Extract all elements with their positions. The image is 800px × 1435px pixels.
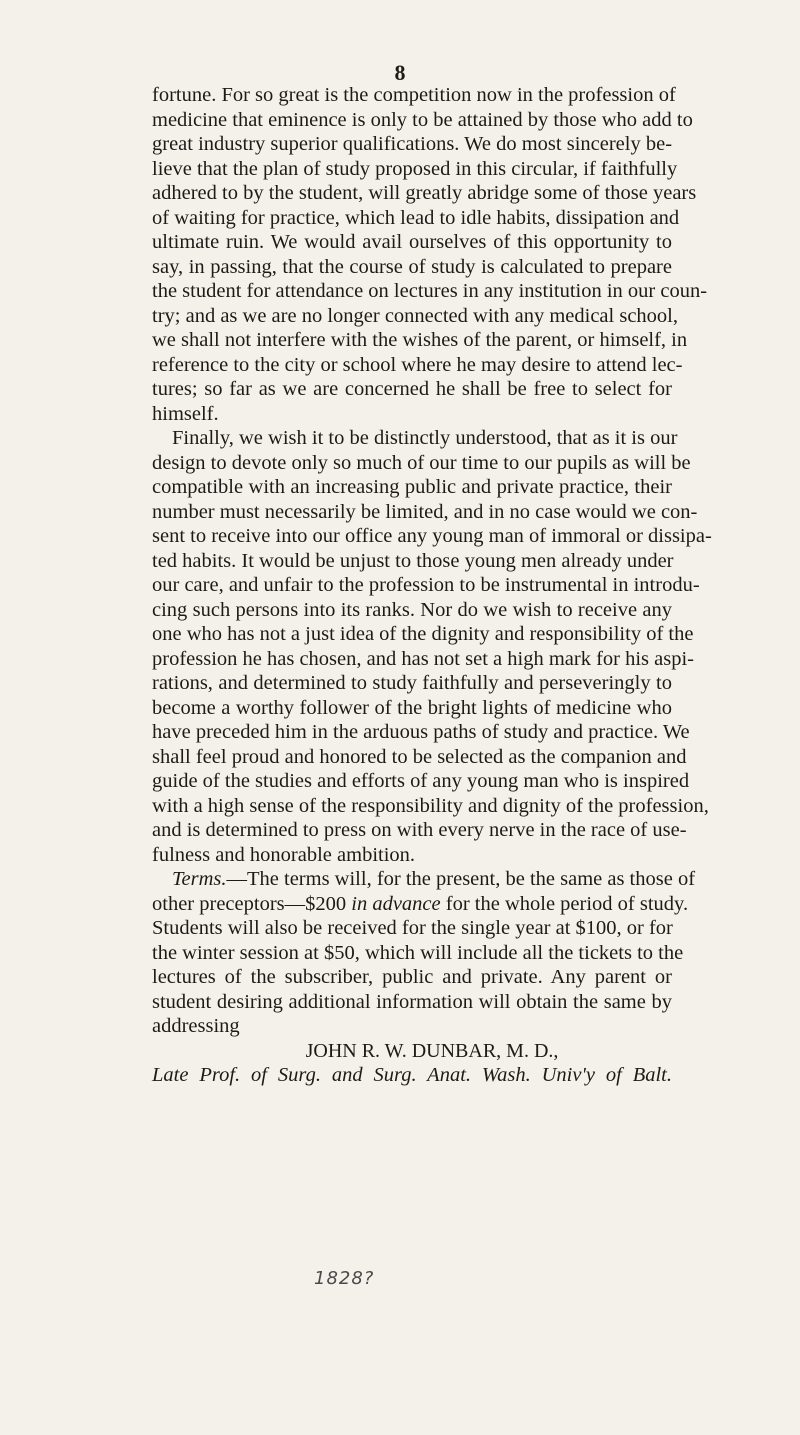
text-line: lectures of the subscriber, public and private. Any parent or — [152, 966, 672, 988]
text-line: and is determined to press on with every nerve in the race of use- — [152, 819, 687, 841]
text-line: shall feel proud and honored to be selected as the companion and — [152, 745, 687, 768]
text-line: become a worthy follower of the bright lights of medicine who — [152, 696, 672, 719]
terms-text: for the whole period of study. — [440, 892, 689, 915]
terms-label: Terms. — [172, 868, 227, 890]
text-line: addressing — [152, 1015, 240, 1037]
terms-emphasis: in advance — [351, 892, 441, 915]
text-line: student desiring additional information will obtain the same by — [152, 990, 672, 1013]
text-line: cing such persons into its ranks. Nor do we wish to receive any — [152, 598, 672, 621]
text-line: try; and as we are no longer connected with any medical school, — [152, 304, 678, 327]
text-line: compatible with an increasing public and private practice, their — [152, 476, 672, 498]
text-line: the student for attendance on lectures in any institution in our coun- — [152, 280, 708, 302]
text-line: have preceded him in the arduous paths of study and practice. We — [152, 721, 690, 743]
text-line: himself. — [152, 402, 219, 425]
text-line: sent to receive into our office any young man of immoral or dissipa- — [152, 525, 712, 547]
text-line: our care, and unfair to the profession to be instrumental in introdu- — [152, 574, 700, 596]
terms-line — [152, 892, 689, 917]
signature-affiliation: Late Prof. of Surg. and Surg. Anat. Wash. Univ'y of Balt. — [152, 1064, 672, 1086]
text-line: number must necessarily be limited, and in no case would we con- — [152, 500, 698, 523]
text-line: ultimate ruin. We would avail ourselves of this opportunity to — [152, 231, 672, 253]
text-line: medicine that eminence is only to be attained by those who add to — [152, 108, 693, 131]
text-line: rations, and determined to study faithfully and perseveringly to — [152, 672, 672, 694]
text-line: one who has not a just idea of the dignity and responsibility of the — [152, 623, 694, 645]
text-line: fulness and honorable ambition. — [152, 843, 416, 866]
terms-line — [152, 867, 696, 892]
text-line: adhered to by the student, will greatly abridge some of those years — [152, 182, 697, 204]
text-line: design to devote only so much of our time to our pupils as will be — [152, 451, 691, 474]
text-line: guide of the studies and efforts of any young man who is inspired — [152, 770, 690, 792]
text-line: Finally, we wish it to be distinctly understood, that as it is our — [172, 427, 678, 449]
text-line: of waiting for practice, which lead to idle habits, dissipation and — [152, 206, 680, 229]
text-line: lieve that the plan of study proposed in this circular, if faithfully — [152, 157, 678, 180]
handwritten-note: 1828? — [314, 1268, 375, 1289]
text-line: with a high sense of the responsibility and dignity of the profession, — [152, 794, 709, 817]
text-line: the winter session at $50, which will include all the tickets to the — [152, 941, 684, 964]
text-line: profession he has chosen, and has not set a high mark for his aspi- — [152, 647, 694, 670]
text-line: ted habits. It would be unjust to those young men already under — [152, 549, 674, 572]
text-line: Students will also be received for the single year at $100, or for — [152, 917, 673, 939]
text-line: reference to the city or school where he may desire to attend lec- — [152, 353, 683, 376]
signature-name: JOHN R. W. DUNBAR, M. D., — [305, 1039, 559, 1062]
text-line: great industry superior qualifications. We do most sincerely be- — [152, 133, 673, 155]
text-line: tures; so far as we are concerned he shall be free to select for — [152, 378, 672, 400]
page-number: 8 — [394, 60, 406, 85]
body-text — [152, 83, 712, 1088]
terms-text: other preceptors—$200 — [152, 892, 352, 915]
text-line: we shall not interfere with the wishes of the parent, or himself, in — [152, 329, 688, 351]
text-line: fortune. For so great is the competition now in the profession of — [152, 84, 676, 106]
terms-text: —The terms will, for the present, be the same as those of — [226, 868, 696, 890]
text-line: say, in passing, that the course of study is calculated to prepare — [152, 255, 672, 278]
